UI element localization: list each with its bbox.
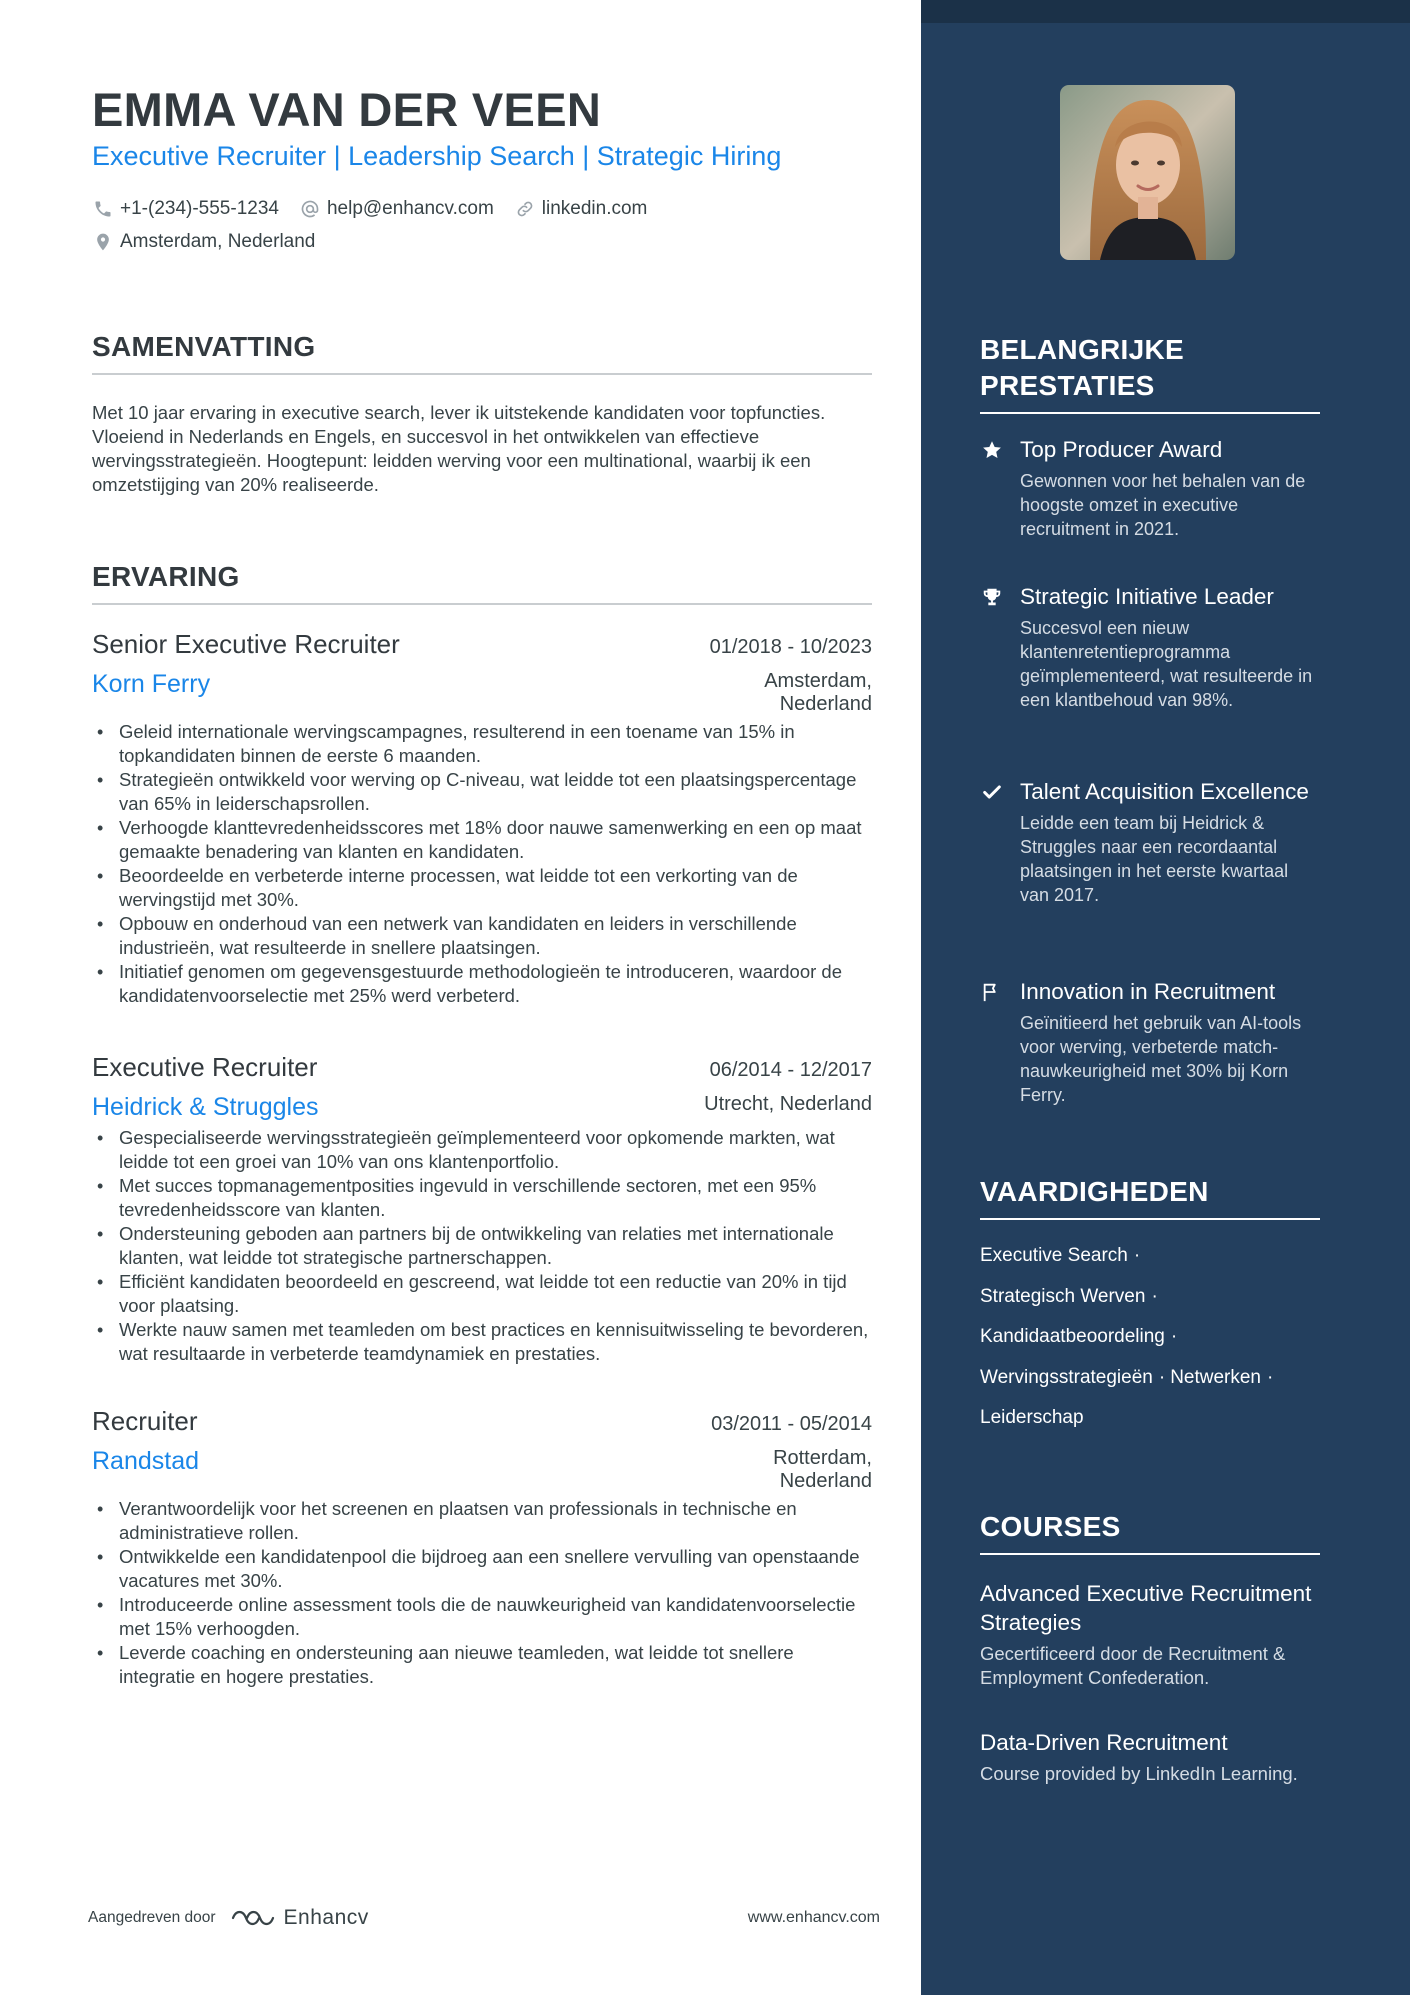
summary-text: Met 10 jaar ervaring in executive search, lever ik uitstekende kandidaten voor topfuncties. Vloeiend in Nederlands en Engels, en succesvol in het ontwikkelen van effectieve wervingsstrategieën. Hoogtepunt: leidden werving voor een multinational, waarbij ik een omzetstijging van 20% realiseerde. (92, 402, 826, 495)
course-item (980, 1728, 1320, 1786)
achievement-item (980, 777, 1320, 907)
achievement-description: Geïnitieerd het gebruik van AI-tools voor werving, verbeterde match-nauwkeurigheid met 30% bij Korn Ferry. (1020, 1013, 1302, 1105)
achievements-title: BELANGRIJKE PRESTATIES (980, 332, 1320, 414)
star-icon (980, 438, 1004, 462)
job-location: Utrecht, Nederland (704, 1093, 872, 1115)
footer (88, 1900, 880, 1936)
phone-icon (92, 198, 114, 220)
achievement-description: Leidde een team bij Heidrick & Struggles naar een recordaantal plaatsingen in het eerste kwartaal van 2017. (1020, 813, 1289, 905)
enhancv-logo-icon (230, 1906, 276, 1930)
email-item[interactable] (299, 198, 494, 220)
skill-item: Strategisch Werven (980, 1285, 1146, 1307)
achievement-item (980, 582, 1320, 712)
courses-title: COURSES (980, 1509, 1320, 1555)
achievement-item (980, 435, 1320, 541)
job-entry (92, 629, 872, 1008)
achievement-item (980, 977, 1320, 1107)
job-bullet: • Introduceerde online assessment tools die de nauwkeurigheid van kandidatenvoorselectie met 15% verhoogden. (92, 1593, 872, 1641)
skill-separator: · (1151, 1285, 1158, 1307)
job-bullet: • Gespecialiseerde wervingsstrategieën geïmplementeerd voor opkomende markten, wat leidde tot een groei van 10% van ons klantenportfolio. (92, 1126, 872, 1174)
course-title: Data-Driven Recruitment (980, 1730, 1228, 1755)
skill-item: Kandidaatbeoordeling (980, 1326, 1165, 1347)
candidate-name: EMMA VAN DER VEEN (92, 83, 602, 136)
link-icon (514, 198, 536, 220)
footer-url[interactable]: www.enhancv.com (747, 1909, 880, 1926)
job-bullet: • Leverde coaching en ondersteuning aan nieuwe teamleden, wat leidde tot snellere integratie en hogere prestaties. (92, 1641, 872, 1689)
powered-by[interactable] (88, 1906, 369, 1930)
phone-item[interactable] (92, 198, 279, 220)
email-text: help@enhancv.com (326, 198, 494, 219)
check-icon (980, 780, 1004, 804)
job-bullets (92, 1126, 872, 1366)
contact-info (92, 196, 892, 262)
job-title: Senior Executive Recruiter (92, 629, 400, 659)
job-bullet: • Opbouw en onderhoud van een netwerk van kandidaten en leiders in verschillende industrieën, wat resulteerde in snellere plaatsingen. (92, 912, 872, 960)
trophy-icon (980, 585, 1004, 609)
job-bullet: • Ontwikkelde een kandidatenpool die bijdroeg aan een snellere vervulling van openstaande vacatures met 30%. (92, 1545, 872, 1593)
linkedin-item[interactable] (514, 198, 648, 220)
skills-list (980, 1243, 1320, 1446)
job-title: Executive Recruiter (92, 1052, 318, 1082)
job-dates: 01/2018 - 10/2023 (709, 636, 872, 658)
job-title: Recruiter (92, 1406, 198, 1436)
achievement-description: Gewonnen voor het behalen van de hoogste omzet in executive recruitment in 2021. (1020, 471, 1306, 539)
skill-separator: · (1170, 1326, 1178, 1347)
skill-separator: · (1267, 1366, 1274, 1388)
achievement-title: Talent Acquisition Excellence (1020, 779, 1309, 804)
location-pin-icon (92, 231, 114, 253)
job-company: Heidrick & Struggles (92, 1093, 319, 1121)
powered-by-label: Aangedreven door (88, 1909, 216, 1926)
location-text: Amsterdam, Nederland (120, 231, 316, 252)
skill-item: Wervingsstrategieën (980, 1366, 1153, 1388)
job-bullet: • Beoordeelde en verbeterde interne processen, wat leidde tot een verkorting van de wervingstijd met 30%. (92, 864, 872, 912)
job-dates: 06/2014 - 12/2017 (709, 1059, 872, 1081)
flag-icon (980, 980, 1004, 1004)
skill-item: Netwerken (1170, 1366, 1262, 1388)
profile-photo (1060, 85, 1235, 260)
headline: Executive Recruiter | Leadership Search | Strategic Hiring (92, 141, 782, 171)
phone-text: +1-(234)-555-1234 (120, 198, 279, 219)
summary-title: SAMENVATTING (92, 331, 872, 375)
job-bullet: • Verhoogde klanttevredenheidsscores met 18% door nauwe samenwerking en een op maat gemaakte benadering van klanten en kandidaten. (92, 816, 872, 864)
at-icon (299, 198, 321, 220)
job-bullet: • Initiatief genomen om gegevensgestuurde methodologieën te introduceren, waardoor de kandidatenvoorselectie met 25% werd verbeterd. (92, 960, 872, 1008)
job-entry (92, 1406, 872, 1689)
skill-separator: · (1133, 1245, 1141, 1266)
achievement-title: Strategic Initiative Leader (1020, 584, 1274, 609)
course-description: Course provided by LinkedIn Learning. (980, 1763, 1298, 1784)
job-bullet: • Met succes topmanagementposities ingevuld in verschillende sectoren, met een 95% tevredenheidsscore van klanten. (92, 1174, 872, 1222)
achievement-title: Innovation in Recruitment (1020, 979, 1276, 1004)
job-bullet: • Verantwoordelijk voor het screenen en plaatsen van professionals in technische en administratieve rollen. (92, 1497, 872, 1545)
job-bullet: • Geleid internationale wervingscampagnes, resulterend in een toename van 15% in topkandidaten binnen de eerste 6 maanden. (92, 720, 872, 768)
job-bullets (92, 1497, 872, 1689)
job-company: Korn Ferry (92, 670, 211, 698)
job-bullet: • Efficiënt kandidaten beoordeeld en gescreend, wat leidde tot een reductie van 20% in tijd voor plaatsing. (92, 1270, 872, 1318)
course-description: Gecertificeerd door de Recruitment & Employment Confederation. (980, 1643, 1286, 1688)
course-title: Advanced Executive Recruitment Strategies (980, 1581, 1312, 1635)
job-bullet: • Werkte nauw samen met teamleden om best practices en kennisuitwisseling te bevorderen, wat resultaarde in verbeterde teamdynamiek en prestaties. (92, 1318, 872, 1366)
location-item (92, 231, 315, 253)
job-bullets (92, 720, 872, 1008)
skill-item: Leiderschap (980, 1407, 1084, 1428)
job-bullet: • Strategieën ontwikkeld voor werving op C-niveau, wat leidde tot een plaatsingspercentage van 65% in leiderschapsrollen. (92, 768, 872, 816)
job-dates: 03/2011 - 05/2014 (711, 1413, 872, 1435)
job-location: Amsterdam, Nederland (764, 670, 872, 715)
skill-item: Executive Search (980, 1245, 1128, 1266)
sidebar (921, 0, 1410, 1995)
sidebar-top-bar (921, 0, 1410, 23)
achievement-description: Succesvol een nieuw klantenretentieprogramma geïmplementeerd, wat resulteerde in een klantbehoud van 98%. (1020, 618, 1313, 710)
brand-name: Enhancv (283, 1906, 369, 1929)
job-company: Randstad (92, 1447, 200, 1475)
achievement-title: Top Producer Award (1020, 437, 1223, 462)
course-item (980, 1579, 1320, 1690)
skills-title: VAARDIGHEDEN (980, 1174, 1320, 1220)
linkedin-text: linkedin.com (541, 198, 648, 219)
skill-separator: · (1158, 1366, 1166, 1388)
job-bullet: • Ondersteuning geboden aan partners bij de ontwikkeling van relaties met internationale klanten, wat leidde tot strategische partnerschappen. (92, 1222, 872, 1270)
experience-title: ERVARING (92, 561, 872, 605)
job-location: Rotterdam, Nederland (773, 1447, 872, 1492)
job-entry (92, 1052, 872, 1366)
